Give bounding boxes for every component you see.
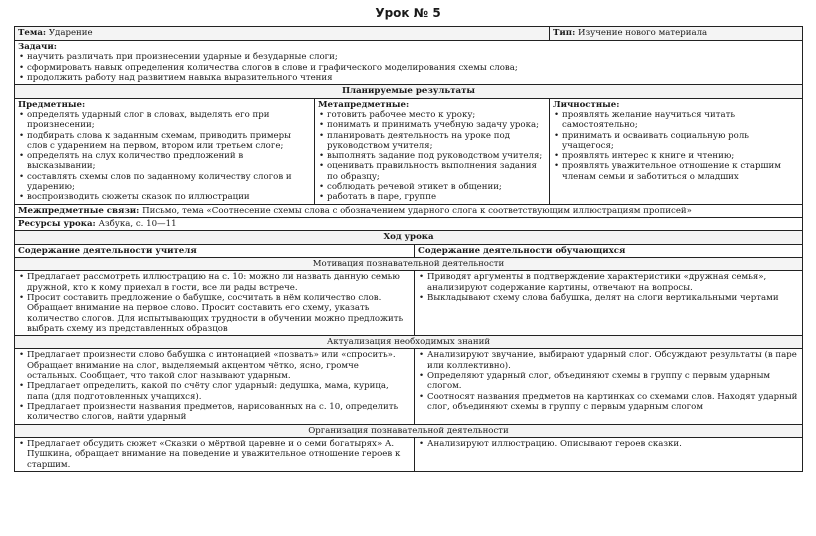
personal-results-cell: [550, 98, 803, 204]
list-item: • Выкладывают схему слова бабушка, делят на слоги вертикальными чертами: [427, 293, 799, 303]
list-item: • Соотносят названия предметов на картинках со схемами слов. Находят ударный слог, объединяют схемы в группу с первым ударным слогом: [427, 392, 799, 413]
list-item: • Приводят аргументы в подтверждение характеристики «дружная семья», анализируют содержание картины, отвечают на вопросы.: [427, 272, 799, 293]
student-activity-list: [418, 439, 799, 449]
course-heading: Ход урока: [15, 231, 803, 244]
teacher-activity-list: [18, 272, 411, 334]
list-item: • Определяют ударный слог, объединяют схемы в группу с первым ударным слогом.: [427, 371, 799, 392]
topic-label: Тема:: [18, 28, 47, 38]
list-item: • принимать и осваивать социальную роль учащегося;: [562, 131, 799, 152]
list-item: • оценивать правильность выполнения задания по образцу;: [327, 161, 546, 182]
tasks-cell: [15, 41, 803, 85]
resources-cell: [15, 218, 803, 231]
subject-results-label: Предметные:: [18, 99, 86, 110]
list-item: • планировать деятельность на уроке под руководством учителя;: [327, 131, 546, 152]
student-activity-cell: [415, 349, 803, 424]
topic-value: Ударение: [48, 28, 93, 38]
student-activity-list: [418, 350, 799, 412]
interdisciplinary-cell: [15, 204, 803, 217]
meta-results-list: [318, 110, 546, 203]
meta-results-cell: [315, 98, 550, 204]
interdisciplinary-value: Письмо, тема «Соотнесение схемы слова с обозначением ударного слога к соответствующим иллюстрациям прописей»: [142, 205, 692, 216]
lesson-title: Урок № 5: [375, 6, 441, 20]
list-item: • проявлять желание научиться читать самостоятельно;: [562, 110, 799, 131]
list-item: • определять ударный слог в словах, выделять его при произнесении;: [27, 110, 311, 131]
personal-results-label: Личностные:: [553, 99, 620, 110]
list-item: • Предлагает определить, какой по счёту слог ударный: дедушка, мама, курица, папа (для подготовленных учащихся).: [27, 381, 411, 402]
teacher-activity-cell: [15, 271, 415, 336]
interdisciplinary-label: Межпредметные связи:: [18, 205, 140, 216]
list-item: • работать в паре, группе: [327, 192, 546, 202]
teacher-activity-cell: [15, 437, 415, 471]
tasks-list: [18, 52, 799, 83]
list-item: • Просит составить предложение о бабушке, сосчитать в нём количество слов. Обращает внимание на первое слово. Просит составить его схему, указать количество слогов. Для испытывающих трудности в обучении можно предложить выбрать схему из представленных образцов: [27, 293, 411, 334]
resources-label: Ресурсы урока:: [18, 219, 96, 229]
teacher-activity-list: [18, 350, 411, 422]
list-item: • соблюдать речевой этикет в общении;: [327, 182, 546, 192]
results-heading: Планируемые результаты: [15, 85, 803, 98]
stage-heading: Организация познавательной деятельности: [15, 424, 803, 437]
resources-value: Азбука, с. 10—11: [98, 219, 177, 229]
type-label: Тип:: [553, 28, 576, 38]
student-activity-list: [418, 272, 799, 303]
subject-results-cell: [15, 98, 315, 204]
list-item: • готовить рабочее место к уроку;: [327, 110, 546, 120]
list-item: • определять на слух количество предложений в высказывании;: [27, 151, 311, 172]
list-item: • Анализируют иллюстрацию. Описывают героев сказки.: [427, 439, 799, 449]
student-activity-cell: [415, 271, 803, 336]
type-cell: [550, 27, 803, 41]
meta-results-label: Метапредметные:: [318, 99, 410, 110]
list-item: • выполнять задание под руководством учителя;: [327, 151, 546, 161]
list-item: • воспроизводить сюжеты сказок по иллюстрации: [27, 192, 311, 202]
lesson-plan-table: [14, 26, 803, 472]
list-item: • научить различать при произнесении ударные и безударные слоги;: [27, 52, 799, 62]
subject-results-list: [18, 110, 311, 203]
list-item: • проявлять уважительное отношение к старшим членам семьи и заботиться о младших: [562, 161, 799, 182]
student-column-header: Содержание деятельности обучающихся: [415, 244, 803, 257]
list-item: • Анализируют звучание, выбирают ударный слог. Обсуждают результаты (в паре или коллективно).: [427, 350, 799, 371]
teacher-activity-cell: [15, 349, 415, 424]
list-item: • Предлагает произнести слово бабушка с интонацией «позвать» или «спросить». Обращает внимание на слог, выделяемый акцентом чётко, ясно, громче остальных. Сообщает, что такой слог называют ударным.: [27, 350, 411, 381]
personal-results-list: [553, 110, 799, 182]
list-item: • подбирать слова к заданным схемам, приводить примеры слов с ударением на первом, втором или третьем слоге;: [27, 131, 311, 152]
student-activity-cell: [415, 437, 803, 471]
teacher-activity-list: [18, 439, 411, 470]
list-item: • продолжить работу над развитием навыка выразительного чтения: [27, 73, 799, 83]
list-item: • Предлагает произнести названия предметов, нарисованных на с. 10, определить количество слогов, найти ударный: [27, 402, 411, 423]
topic-cell: [15, 27, 550, 41]
list-item: • проявлять интерес к книге и чтению;: [562, 151, 799, 161]
teacher-column-header: Содержание деятельности учителя: [15, 244, 415, 257]
stage-heading: Мотивация познавательной деятельности: [15, 257, 803, 270]
list-item: • составлять схемы слов по заданному количеству слогов и ударению;: [27, 172, 311, 193]
tasks-label: Задачи:: [18, 42, 57, 52]
list-item: • сформировать навык определения количества слогов в слове и графического моделирования схемы слова;: [27, 63, 799, 73]
stage-heading: Актуализация необходимых знаний: [15, 336, 803, 349]
list-item: • понимать и принимать учебную задачу урока;: [327, 120, 546, 130]
list-item: • Предлагает обсудить сюжет «Сказки о мёртвой царевне и о семи богатырях» А. Пушкина, обращает внимание на поведение и уважительное отношение героев к старшим.: [27, 439, 411, 470]
type-value: Изучение нового материала: [577, 28, 708, 38]
list-item: • Предлагает рассмотреть иллюстрацию на с. 10: можно ли назвать данную семью дружной, кто к кому приехал в гости, все ли рады встрече.: [27, 272, 411, 293]
